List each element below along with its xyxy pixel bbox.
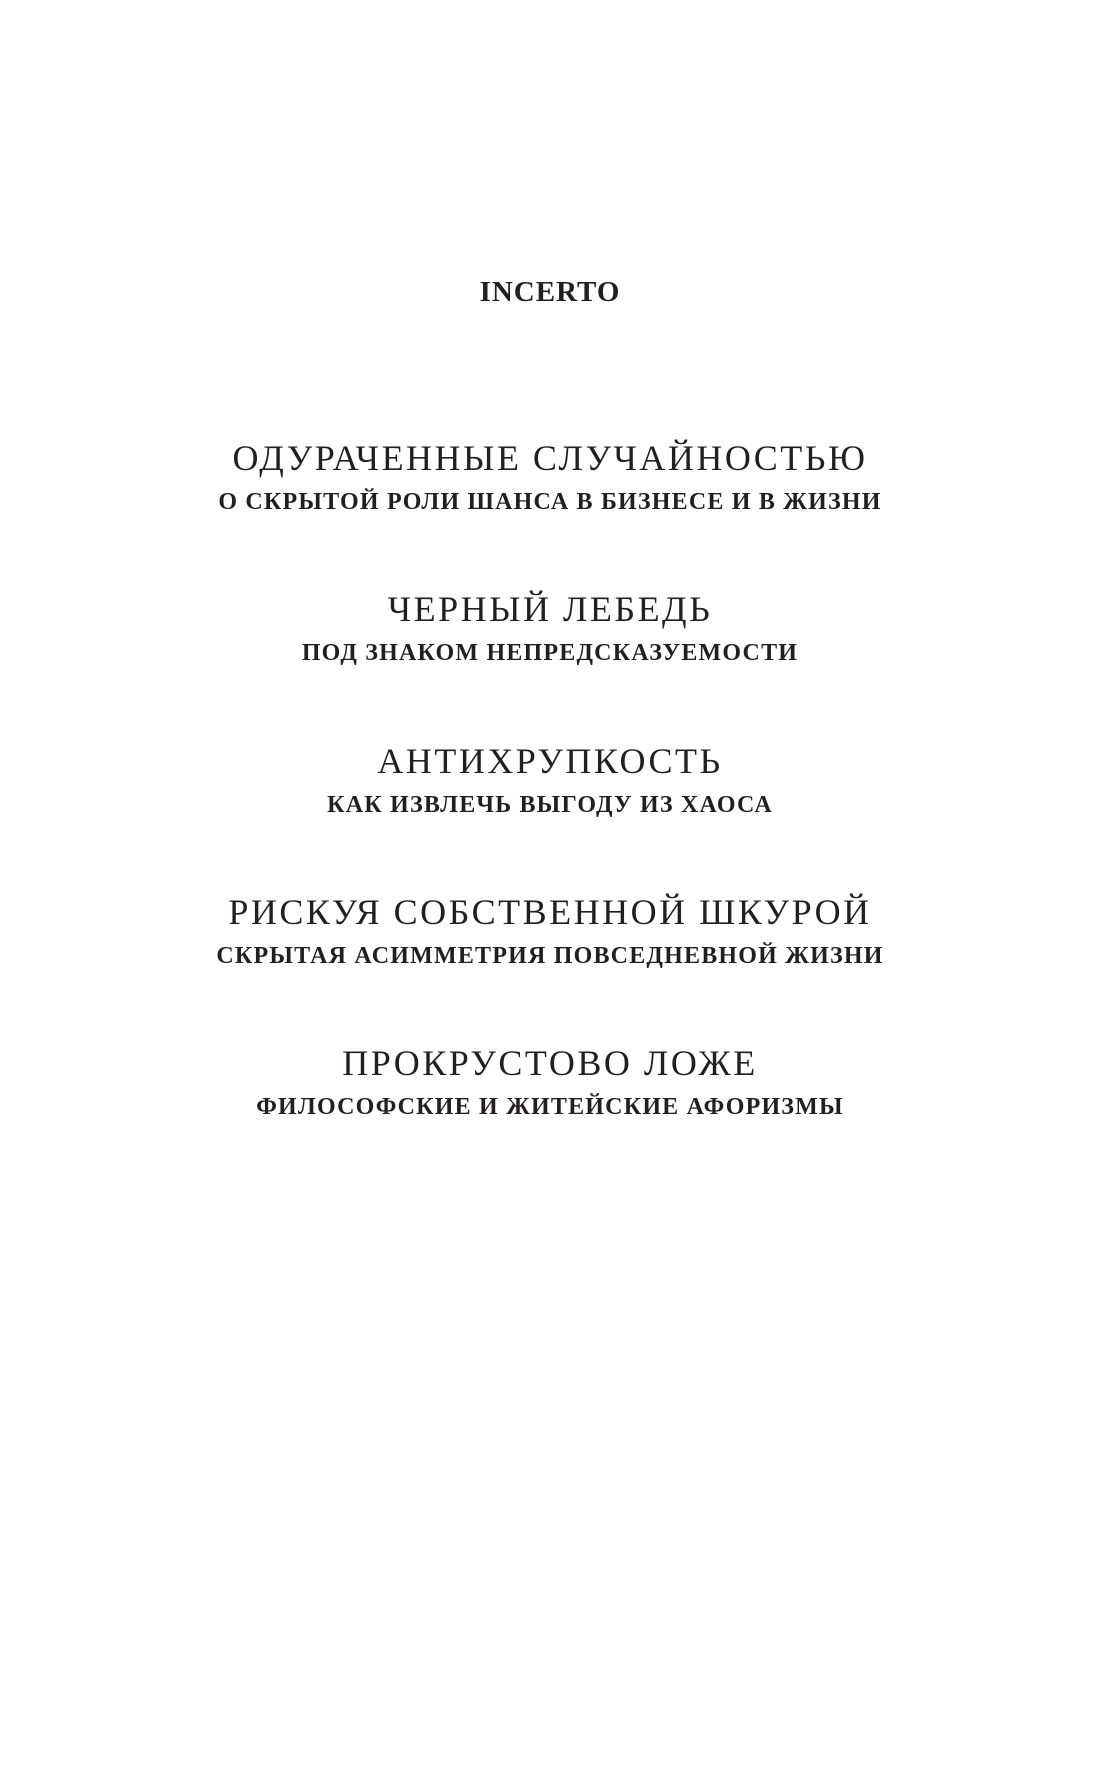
book-entry xyxy=(0,591,1100,665)
book-title: АНТИХРУПКОСТЬ xyxy=(377,741,723,781)
book-subtitle: КАК ИЗВЛЕЧЬ ВЫГОДУ ИЗ ХАОСА xyxy=(327,792,773,818)
book-entry xyxy=(0,440,1100,514)
book-entry xyxy=(0,1045,1100,1119)
book-subtitle: О СКРЫТОЙ РОЛИ ШАНСА В БИЗНЕСЕ И В ЖИЗНИ xyxy=(218,489,882,515)
book-entry xyxy=(0,894,1100,968)
book-subtitle: СКРЫТАЯ АСИММЕТРИЯ ПОВСЕДНЕВНОЙ ЖИЗНИ xyxy=(216,943,884,969)
book-title: ПРОКРУСТОВО ЛОЖЕ xyxy=(342,1043,758,1083)
book-entry xyxy=(0,743,1100,817)
book-title: ОДУРАЧЕННЫЕ СЛУЧАЙНОСТЬЮ xyxy=(232,438,868,478)
book-subtitle: ПОД ЗНАКОМ НЕПРЕДСКАЗУЕМОСТИ xyxy=(301,640,799,666)
series-title: INCERTO xyxy=(479,276,621,308)
book-title: ЧЕРНЫЙ ЛЕБЕДЬ xyxy=(387,589,713,629)
book-title: РИСКУЯ СОБСТВЕННОЙ ШКУРОЙ xyxy=(228,892,872,932)
book-subtitle: ФИЛОСОФСКИЕ И ЖИТЕЙСКИЕ АФОРИЗМЫ xyxy=(256,1094,844,1120)
